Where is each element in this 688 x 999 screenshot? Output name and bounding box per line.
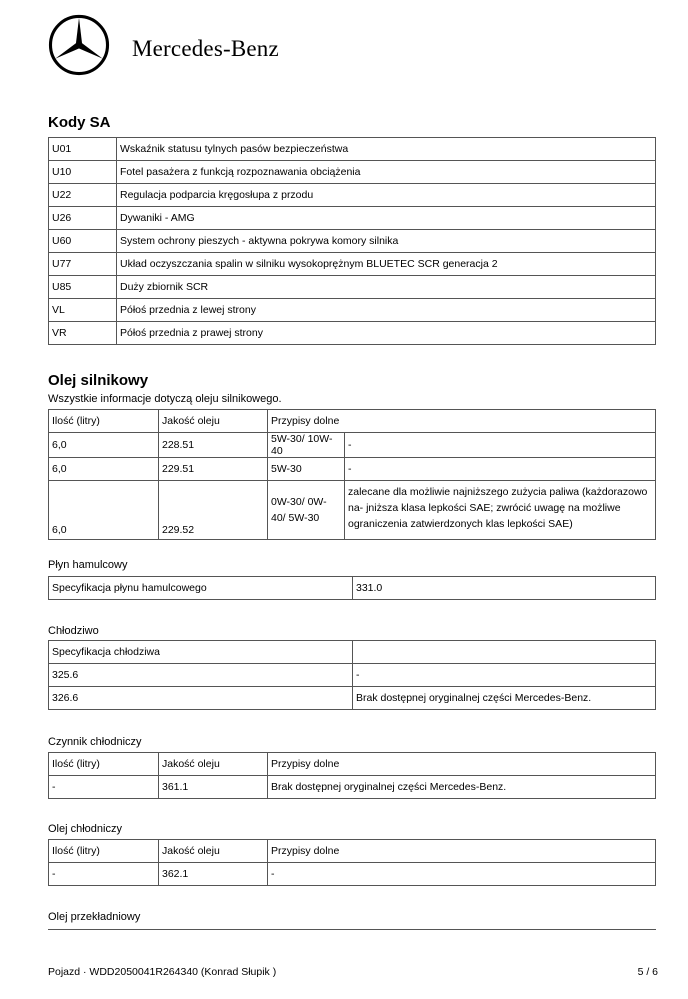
sa-codes-title: Kody SA xyxy=(48,114,111,131)
refrigerant-quality: 361.1 xyxy=(159,776,268,799)
sa-code: U22 xyxy=(49,184,117,207)
table-row xyxy=(49,253,656,276)
table-row xyxy=(49,276,656,299)
oil-note: - xyxy=(345,458,656,481)
column-header: Ilość (litry) xyxy=(49,410,159,433)
page-number: 5 / 6 xyxy=(637,966,658,978)
table-row xyxy=(49,299,656,322)
spec-value: Brak dostępnej oryginalnej części Mercedes-Benz. xyxy=(353,687,656,710)
coolant-table xyxy=(48,640,656,710)
refrigerant-note: Brak dostępnej oryginalnej części Mercedes-Benz. xyxy=(268,776,656,799)
sa-description: Regulacja podparcia kręgosłupa z przodu xyxy=(117,184,656,207)
brake-fluid-title: Płyn hamulcowy xyxy=(48,559,128,571)
table-row xyxy=(49,481,656,540)
brake-fluid-table xyxy=(48,576,656,600)
sa-codes-table xyxy=(48,137,656,345)
spec-label: Specyfikacja chłodziwa xyxy=(49,641,353,664)
sa-description: Półoś przednia z lewej strony xyxy=(117,299,656,322)
sa-description: Wskaźnik statusu tylnych pasów bezpieczeństwa xyxy=(117,138,656,161)
oil-note: zalecane dla możliwie najniższego zużycia paliwa (każdorazowo na- jniższa klasa lepkości SAE; zwrócić uwagę na możliwe ograniczenia zatwierdzonych klas lepkości SAE) xyxy=(345,481,656,540)
refrigerant-oil-quantity: - xyxy=(49,863,159,886)
divider xyxy=(48,929,656,930)
oil-viscosity: 0W-30/ 0W-40/ 5W-30 xyxy=(268,481,345,540)
refrigerant-oil-quality: 362.1 xyxy=(159,863,268,886)
oil-quantity: 6,0 xyxy=(49,458,159,481)
gear-oil-title: Olej przekładniowy xyxy=(48,911,141,923)
sa-description: Duży zbiornik SCR xyxy=(117,276,656,299)
spec-value xyxy=(353,641,656,664)
coolant-title: Chłodziwo xyxy=(48,625,99,637)
engine-oil-title: Olej silnikowy xyxy=(48,372,149,389)
sa-code: VR xyxy=(49,322,117,345)
sa-description: Dywaniki - AMG xyxy=(117,207,656,230)
table-row xyxy=(49,184,656,207)
column-header: Przypisy dolne xyxy=(268,410,345,433)
sa-description: Fotel pasażera z funkcją rozpoznawania obciążenia xyxy=(117,161,656,184)
table-row xyxy=(49,207,656,230)
refrigerant-oil-note: - xyxy=(268,863,656,886)
column-header: Przypisy dolne xyxy=(268,753,656,776)
oil-note: - xyxy=(345,433,656,458)
table-row xyxy=(49,161,656,184)
engine-oil-table xyxy=(48,409,656,540)
sa-code: U77 xyxy=(49,253,117,276)
column-header: Przypisy dolne xyxy=(268,840,656,863)
sa-description: Półoś przednia z prawej strony xyxy=(117,322,656,345)
column-header: Jakość oleju xyxy=(159,410,268,433)
refrigerant-oil-table xyxy=(48,839,656,886)
sa-description: System ochrony pieszych - aktywna pokrywa komory silnika xyxy=(117,230,656,253)
oil-quality: 229.52 xyxy=(159,481,268,540)
table-row xyxy=(49,458,656,481)
table-row xyxy=(49,433,656,458)
oil-quantity: 6,0 xyxy=(49,433,159,458)
table-row xyxy=(49,641,656,664)
table-row xyxy=(49,138,656,161)
table-row xyxy=(49,863,656,886)
spec-label: 326.6 xyxy=(49,687,353,710)
column-header: Ilość (litry) xyxy=(49,753,159,776)
table-row xyxy=(49,776,656,799)
mercedes-star-icon xyxy=(48,14,110,76)
table-row xyxy=(49,322,656,345)
spec-value: - xyxy=(353,664,656,687)
column-header: Jakość oleju xyxy=(159,840,268,863)
sa-code: VL xyxy=(49,299,117,322)
sa-code: U85 xyxy=(49,276,117,299)
document-header xyxy=(48,14,648,84)
oil-viscosity: 5W-30/ 10W-40 xyxy=(268,433,345,458)
column-header xyxy=(345,410,656,433)
sa-code: U60 xyxy=(49,230,117,253)
spec-value: 331.0 xyxy=(353,577,656,600)
oil-quality: 228.51 xyxy=(159,433,268,458)
table-row xyxy=(49,230,656,253)
refrigerant-table xyxy=(48,752,656,799)
brand-name: Mercedes-Benz xyxy=(132,36,279,61)
spec-label: Specyfikacja płynu hamulcowego xyxy=(49,577,353,600)
table-row xyxy=(49,687,656,710)
table-header-row xyxy=(49,840,656,863)
table-header-row xyxy=(49,753,656,776)
footer-vehicle-info: Pojazd · WDD2050041R264340 (Konrad Słupik ) xyxy=(48,966,277,978)
spec-label: 325.6 xyxy=(49,664,353,687)
oil-quantity: 6,0 xyxy=(49,481,159,540)
sa-code: U10 xyxy=(49,161,117,184)
sa-code: U26 xyxy=(49,207,117,230)
column-header: Ilość (litry) xyxy=(49,840,159,863)
table-header-row xyxy=(49,410,656,433)
engine-oil-subtitle: Wszystkie informacje dotyczą oleju silnikowego. xyxy=(48,393,282,405)
sa-code: U01 xyxy=(49,138,117,161)
refrigerant-oil-title: Olej chłodniczy xyxy=(48,823,122,835)
refrigerant-quantity: - xyxy=(49,776,159,799)
oil-quality: 229.51 xyxy=(159,458,268,481)
oil-viscosity: 5W-30 xyxy=(268,458,345,481)
column-header: Jakość oleju xyxy=(159,753,268,776)
refrigerant-title: Czynnik chłodniczy xyxy=(48,736,142,748)
sa-description: Układ oczyszczania spalin w silniku wysokoprężnym BLUETEC SCR generacja 2 xyxy=(117,253,656,276)
table-row xyxy=(49,664,656,687)
table-row xyxy=(49,577,656,600)
